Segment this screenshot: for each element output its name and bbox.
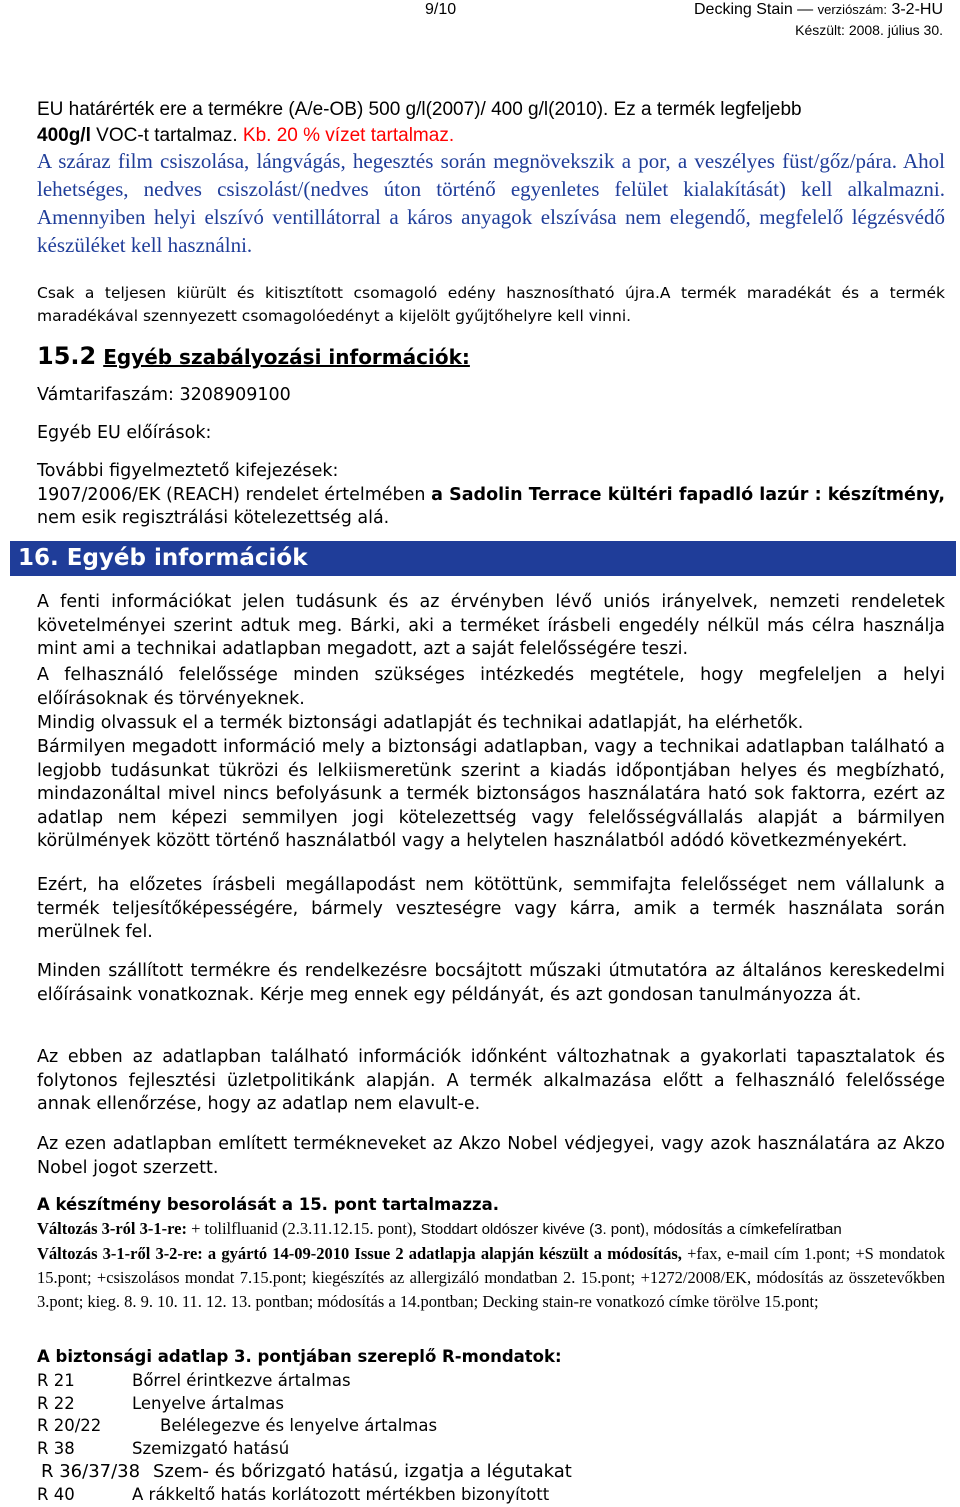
change-2-text: +fax, e-mail cím 1.pont; +S mondatok 15.pont; +csiszolásos mondat 7.15.pont; kiegészítés az allergizáló mondatban 2. 15.pont; +1272/2008/EK, módosítás az összetevőkben 3.pont; kieg. 8. 9. 10. 11. 12. 13. pontban; módosítás a 14.pontban; Decking stain-re vonatkozó címke törölve 15.pont; (37, 1244, 945, 1311)
voc-line2a: VOC-t tartalmaz. (90, 125, 243, 146)
voc-water-content: Kb. 20 % vízet tartalmaz. (242, 125, 455, 146)
r-phrase-text: Belélegezve és lenyelve ártalmas (160, 1416, 438, 1435)
r-phrases-title: A biztonsági adatlap 3. pontjában szereplő R-mondatok: (37, 1347, 562, 1366)
packaging-paragraph (37, 282, 945, 328)
r-phrase-row (37, 1393, 572, 1416)
r-phrase-code: R 36/37/38 (41, 1461, 141, 1482)
voc-paragraph (37, 97, 945, 149)
r-phrase-code: R 22 (37, 1393, 75, 1413)
change-1-text-a: + tolilfluanid (2.3.11.12.15. pont), (186, 1219, 421, 1238)
change-1-label: Változás 3-ról 3-1-re: (37, 1219, 187, 1238)
r-phrase-code: R 20/22 (37, 1416, 102, 1435)
r-phrase-text: Lenyelve ártalmas (132, 1393, 285, 1413)
r-phrase-row (37, 1460, 572, 1484)
section-16-title: 16. Egyéb információk (18, 545, 308, 571)
prepared-date: Készült: 2008. július 30. (795, 22, 943, 38)
version-label: verziószám: (817, 2, 887, 17)
version-number: 3-2-HU (891, 1, 943, 18)
section-16-p3: Mindig olvassuk el a termék biztonsági adatlapját és technikai adatlapját, ha elérhetők. (37, 713, 804, 733)
section-15-title: Egyéb szabályozási információk: (103, 345, 470, 369)
change-log-2 (37, 1242, 945, 1314)
product-name: Decking Stain (694, 1, 793, 18)
r-phrase-row (37, 1415, 572, 1438)
packaging-text1: Csak a teljesen kiürült és kitisztított csomagoló edény hasznosítható újra. (37, 284, 660, 302)
tariff-number: Vámtarifaszám: 3208909100 (37, 385, 291, 405)
section-16-heading-bar (10, 541, 956, 576)
reach-statement (37, 484, 945, 530)
r-phrases-table (37, 1370, 572, 1507)
section-16-p1: A fenti információkat jelen tudásunk és az érvényben lévő uniós irányelvek, nemzeti rendeletek követelményei szerint adtuk meg. Bárki, aki a terméket írásbeli engedély nélkül más célra használja mint ami a technikai adatlapban megadott, azt a saját felelősségére teszi. (37, 592, 945, 659)
section-16-p6: Minden szállított termékre és rendelkezésre bocsájtott műszaki útmutatóra az általános kereskedelmi előírásaink vonatkoznak. Kérje meg ennek egy példányát, és azt gondosan tanulmányozza át. (37, 961, 945, 1005)
section-16-p7: Az ebben az adatlapban található információk időnként változhatnak a gyakorlati tapasztalatok és folytonos fejlesztési üzletpolitikánk alapján. A termék alkalmazása előtt a felhasználó felelőssége annak ellenőrzése, hogy az adatlap nem elavult-e. (37, 1047, 945, 1114)
section-15-number: 15.2 (37, 342, 97, 370)
section-16-p2: A felhasználó felelőssége minden szükséges intézkedés megtétele, hogy megfeleljen a helyi előírásoknak és törvényeknek. (37, 665, 945, 709)
r-phrase-row (37, 1438, 572, 1461)
packaging-text2: A termék maradékát és a termék maradékával szennyezett csomagolóedényt a kijelölt gyűjtőhelyre kell vinni. (37, 284, 946, 325)
r-phrase-text: Szem- és bőrizgató hatású, izgatja a légutakat (153, 1461, 572, 1482)
section-16-p5: Ezért, ha előzetes írásbeli megállapodást nem kötöttünk, semmifajta felelősséget nem vállalunk a termék teljesítőképességére, bármely veszteségre vagy kárra, amik a termék használata során merülnek fel. (37, 875, 945, 942)
document-header: Decking Stain — verziószám: 3-2-HU (694, 1, 943, 18)
reach-product: a Sadolin Terrace kültéri fapadló lazúr : készítmény, (431, 485, 945, 505)
change-1-text-b: Stoddart oldószer kivéve (3. pont), módosítás a címkefelíratban (420, 1221, 842, 1238)
change-2-label: Változás 3-1-ről 3-2-re: a gyártó 14-09-2010 Issue 2 adatlapja alapján készült a módosítás, (37, 1244, 682, 1263)
r-phrase-code: R 21 (37, 1371, 75, 1390)
r-phrase-row (37, 1370, 572, 1393)
eu-rules-label: Egyéb EU előírások: (37, 423, 212, 443)
warnings-label: További figyelmeztető kifejezések: (37, 461, 339, 481)
r-phrase-text: Bőrrel érintkezve ártalmas (132, 1371, 351, 1390)
r-phrase-code: R 40 (37, 1485, 75, 1504)
voc-line1: EU határérték ere a termékre (A/e-OB) 500 g/l(2007)/ 400 g/l(2010). Ez a termék legfeljebb (37, 99, 802, 120)
dust-paragraph: A száraz film csiszolása, lángvágás, hegesztés során megnövekszik a por, a veszélyes füst/gőz/pára. Ahol lehetséges, nedves csiszolást/(nedves úton történő egyenletes felület kialakítását) kell alkalmazni. Amennyiben helyi elszívó ventillátorral a káros anyagok elszívása nem elegendő, megfelelő légzésvédő készüléket kell használni. (37, 149, 945, 257)
change-log-1 (37, 1218, 945, 1241)
r-phrase-text: A rákkeltő hatás korlátozott mértékben bizonyított (132, 1485, 550, 1504)
reach-post: nem esik regisztrálási kötelezettség alá. (37, 508, 390, 528)
section-15-heading (37, 342, 470, 370)
r-phrase-text: Szemizgató hatású (132, 1438, 290, 1458)
reach-pre: 1907/2006/EK (REACH) rendelet értelmében (37, 485, 432, 505)
voc-limit: 400g/l (37, 125, 91, 146)
section-16-p4: Bármilyen megadott információ mely a biztonsági adatlapban, vagy a technikai adatlapban található a legjobb tudásunkat tükrözi és lelkiismeretünk szerint a kiadás időpontjában helyes és megbízható, mindazonáltal mivel nincs befolyásunk a termék biztonságos használatára ható sok faktorra, ezért az adatlap nem képezi semmilyen jogi kötelezettség vagy felelősségvállalás alapját a bármilyen körülmények között történő használatból vagy a helytelen használatból adódó következményekért. (37, 737, 945, 851)
r-phrase-code: R 38 (37, 1438, 75, 1458)
page-number: 9/10 (425, 1, 457, 18)
r-phrase-row (37, 1484, 572, 1507)
section-16-p8: Az ezen adatlapban említett termékneveket az Akzo Nobel védjegyei, vagy azok használatára az Akzo Nobel jogot szerzett. (37, 1134, 945, 1178)
classification-note: A készítmény besorolását a 15. pont tartalmazza. (37, 1195, 499, 1214)
